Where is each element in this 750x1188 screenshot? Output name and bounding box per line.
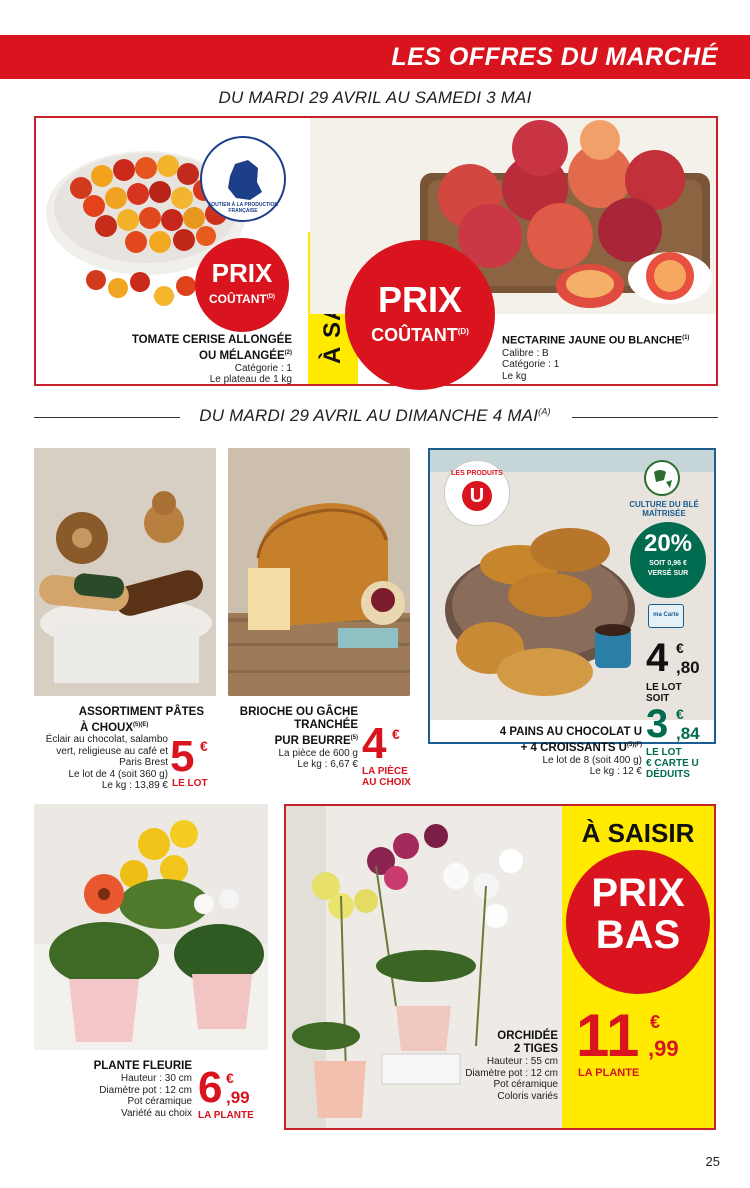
carte-u-card-icon [648,604,684,628]
orchidee-unit: LA PLANTE [578,1067,640,1079]
orchidee-badge-prix: PRIX [591,871,685,915]
tomato-prix-coutant-badge [195,238,289,332]
choux-illustration [34,448,216,696]
pains-title-1: 4 PAINS AU CHOCOLAT U [499,726,642,738]
brioche-unit-1: LA PIÈCE [362,766,408,777]
brioche-title-1: BRIOCHE OU GÂCHE [239,706,358,718]
brioche-unit-2: AU CHOIX [362,777,411,788]
culture-line-2: MAÎTRISÉE [642,509,686,518]
orchidee-prix-bas-badge [566,850,710,994]
section2-date [184,406,566,426]
plante-text [60,1060,192,1119]
nectarine-sup: (1) [682,335,690,341]
tomato-title-1: TOMATE CERISE ALLONGÉE [131,334,292,346]
pains-euro-1: € [676,640,684,656]
culture-line-1: CULTURE DU BLÉ [629,500,699,509]
brioche-title-2: TRANCHÉE [294,719,358,731]
promo-pct: 20% [643,530,693,557]
big-badge-prix: PRIX [377,279,463,320]
orchidee-title-2: 2 TIGES [513,1043,558,1055]
nectarine-title: NECTARINE JAUNE OU BLANCHE [502,334,683,347]
culture-ble [612,500,716,518]
promo-20-badge [630,522,706,598]
orchidee-detail-2: Diamètre pot : 12 cm [465,1067,558,1079]
choux-detail-2: vert, religieuse au café et [56,745,168,757]
tomato-title-2: OU MÉLANGÉE [199,349,285,362]
brioche-euro: € [392,726,400,742]
orchidee-detail-4: Coloris variés [497,1090,558,1102]
choux-photo [34,448,216,696]
choux-detail-5: Le kg : 13,89 € [101,780,168,791]
french-production-seal [200,136,286,222]
pains-price-1: 4 [646,636,669,680]
tomato-detail-1: Catégorie : 1 [234,362,292,374]
orchidee-price: 11 [576,1002,640,1069]
badge-sup: (D) [266,294,276,300]
choux-title-1: ASSORTIMENT PÂTES [78,706,204,718]
nectarine-detail-1: Calibre : B [502,347,549,359]
plante-price-dec: ,99 [226,1088,250,1107]
pains-price-2-dec: ,84 [676,724,700,743]
choux-text [36,706,206,735]
choux-detail-1: Éclair au chocolat, salambo [45,734,168,745]
choux-title-2: À CHOUX [80,721,134,734]
pains-title-2: + 4 CROISSANTS U [520,741,627,754]
produits-u-text: LES PRODUITS [451,470,503,477]
pains-price-2-unit-3: DÉDUITS [646,769,690,780]
choux-euro: € [200,738,208,754]
seal-text: SOUTIEN À LA PRODUCTION FRANÇAISE [207,202,279,214]
choux-unit: LE LOT [172,778,208,789]
choux-details [36,734,168,792]
orchidee-text [430,1030,558,1102]
nectarine-detail-3: Le kg [502,370,527,382]
brioche-title-3: PUR BEURRE [274,734,351,747]
choux-detail-3: Paris Brest [119,757,168,768]
plante-title: PLANTE FLEURIE [93,1060,192,1072]
plante-unit: LA PLANTE [198,1110,254,1121]
tomato-detail-2: Le plateau de 1 kg [209,374,292,386]
orchidee-detail-3: Pot céramique [493,1079,558,1090]
plante-detail-2: Diamètre pot : 12 cm [99,1084,192,1096]
u-logo-letter: U [462,481,492,511]
pains-text [470,726,642,778]
pains-price-1-unit: LE LOT [646,682,682,693]
tomato-title-sup: (2) [284,350,292,356]
header-title: LES OFFRES DU MARCHÉ [391,43,718,71]
choux-title-sup: (5)(E) [133,722,149,728]
date-divider-left [34,417,180,418]
plante-detail-4: Variété au choix [121,1107,192,1119]
pains-price-1-soit: SOIT [646,693,670,704]
pains-title-sup: (5)(F) [627,742,642,748]
plante-euro: € [226,1070,234,1086]
brioche-illustration [228,448,410,696]
plante-photo [34,804,268,1050]
pains-price-1-dec: ,80 [676,658,700,677]
orchidee-detail-1: Hauteur : 55 cm [486,1056,558,1067]
big-badge-coutant: COÛTANT [371,325,458,345]
promo-line-2: VERSÉ SUR [647,570,689,577]
promo-line-1: SOIT 0,96 € [649,560,687,567]
brioche-price: 4 [362,719,387,768]
section2-date-sup: (A) [538,406,551,417]
section1-date: DU MARDI 29 AVRIL AU SAMEDI 3 MAI [218,88,532,107]
brioche-detail-2: Le kg : 6,67 € [297,759,358,771]
plante-detail-1: Hauteur : 30 cm [120,1073,192,1084]
pains-euro-2: € [676,706,684,722]
orchidee-a-saisir: À SAISIR [581,818,695,848]
page-number: 25 [705,1154,720,1169]
orchidee-title-1: ORCHIDÉE [497,1030,558,1042]
tomato-text [100,334,292,386]
pains-detail-1: Le lot de 8 (soit 400 g) [542,754,642,766]
pains-price-2-unit-1: LE LOT [646,747,682,758]
choux-detail-4: Le lot de 4 (soit 360 g) [68,768,168,780]
produits-u-logo [444,460,510,526]
orchidee-price-dec: ,99 [648,1036,679,1061]
nectarine-text [502,332,712,382]
globe-icon [644,460,680,496]
badge-prix: PRIX [211,258,273,288]
choux-price: 5 [170,732,195,781]
nectarine-prix-coutant-badge [345,240,495,390]
big-badge-sup: (D) [457,327,469,336]
brioche-detail-1: La pièce de 600 g [278,747,358,759]
brioche-text [230,706,358,771]
card-label: ma Carte [653,612,679,618]
date-divider-right [572,417,718,418]
header-banner [0,35,750,79]
pains-price-2-unit-2: € CARTE U [646,758,699,769]
section2-date-text: DU MARDI 29 AVRIL AU DIMANCHE 4 MAI [199,406,539,425]
plante-price: 6 [198,1063,223,1112]
brioche-title-sup: (5) [350,735,358,741]
brioche-photo [228,448,410,696]
pains-price-2: 3 [646,702,669,746]
nectarine-detail-2: Catégorie : 1 [502,359,560,371]
badge-coutant: COÛTANT [208,292,267,306]
plante-illustration [34,804,268,1050]
orchidee-euro: € [650,1012,661,1032]
plante-detail-3: Pot céramique [127,1096,192,1107]
orchidee-badge-bas: BAS [595,913,681,957]
pains-detail-2: Le kg : 12 € [589,766,642,778]
